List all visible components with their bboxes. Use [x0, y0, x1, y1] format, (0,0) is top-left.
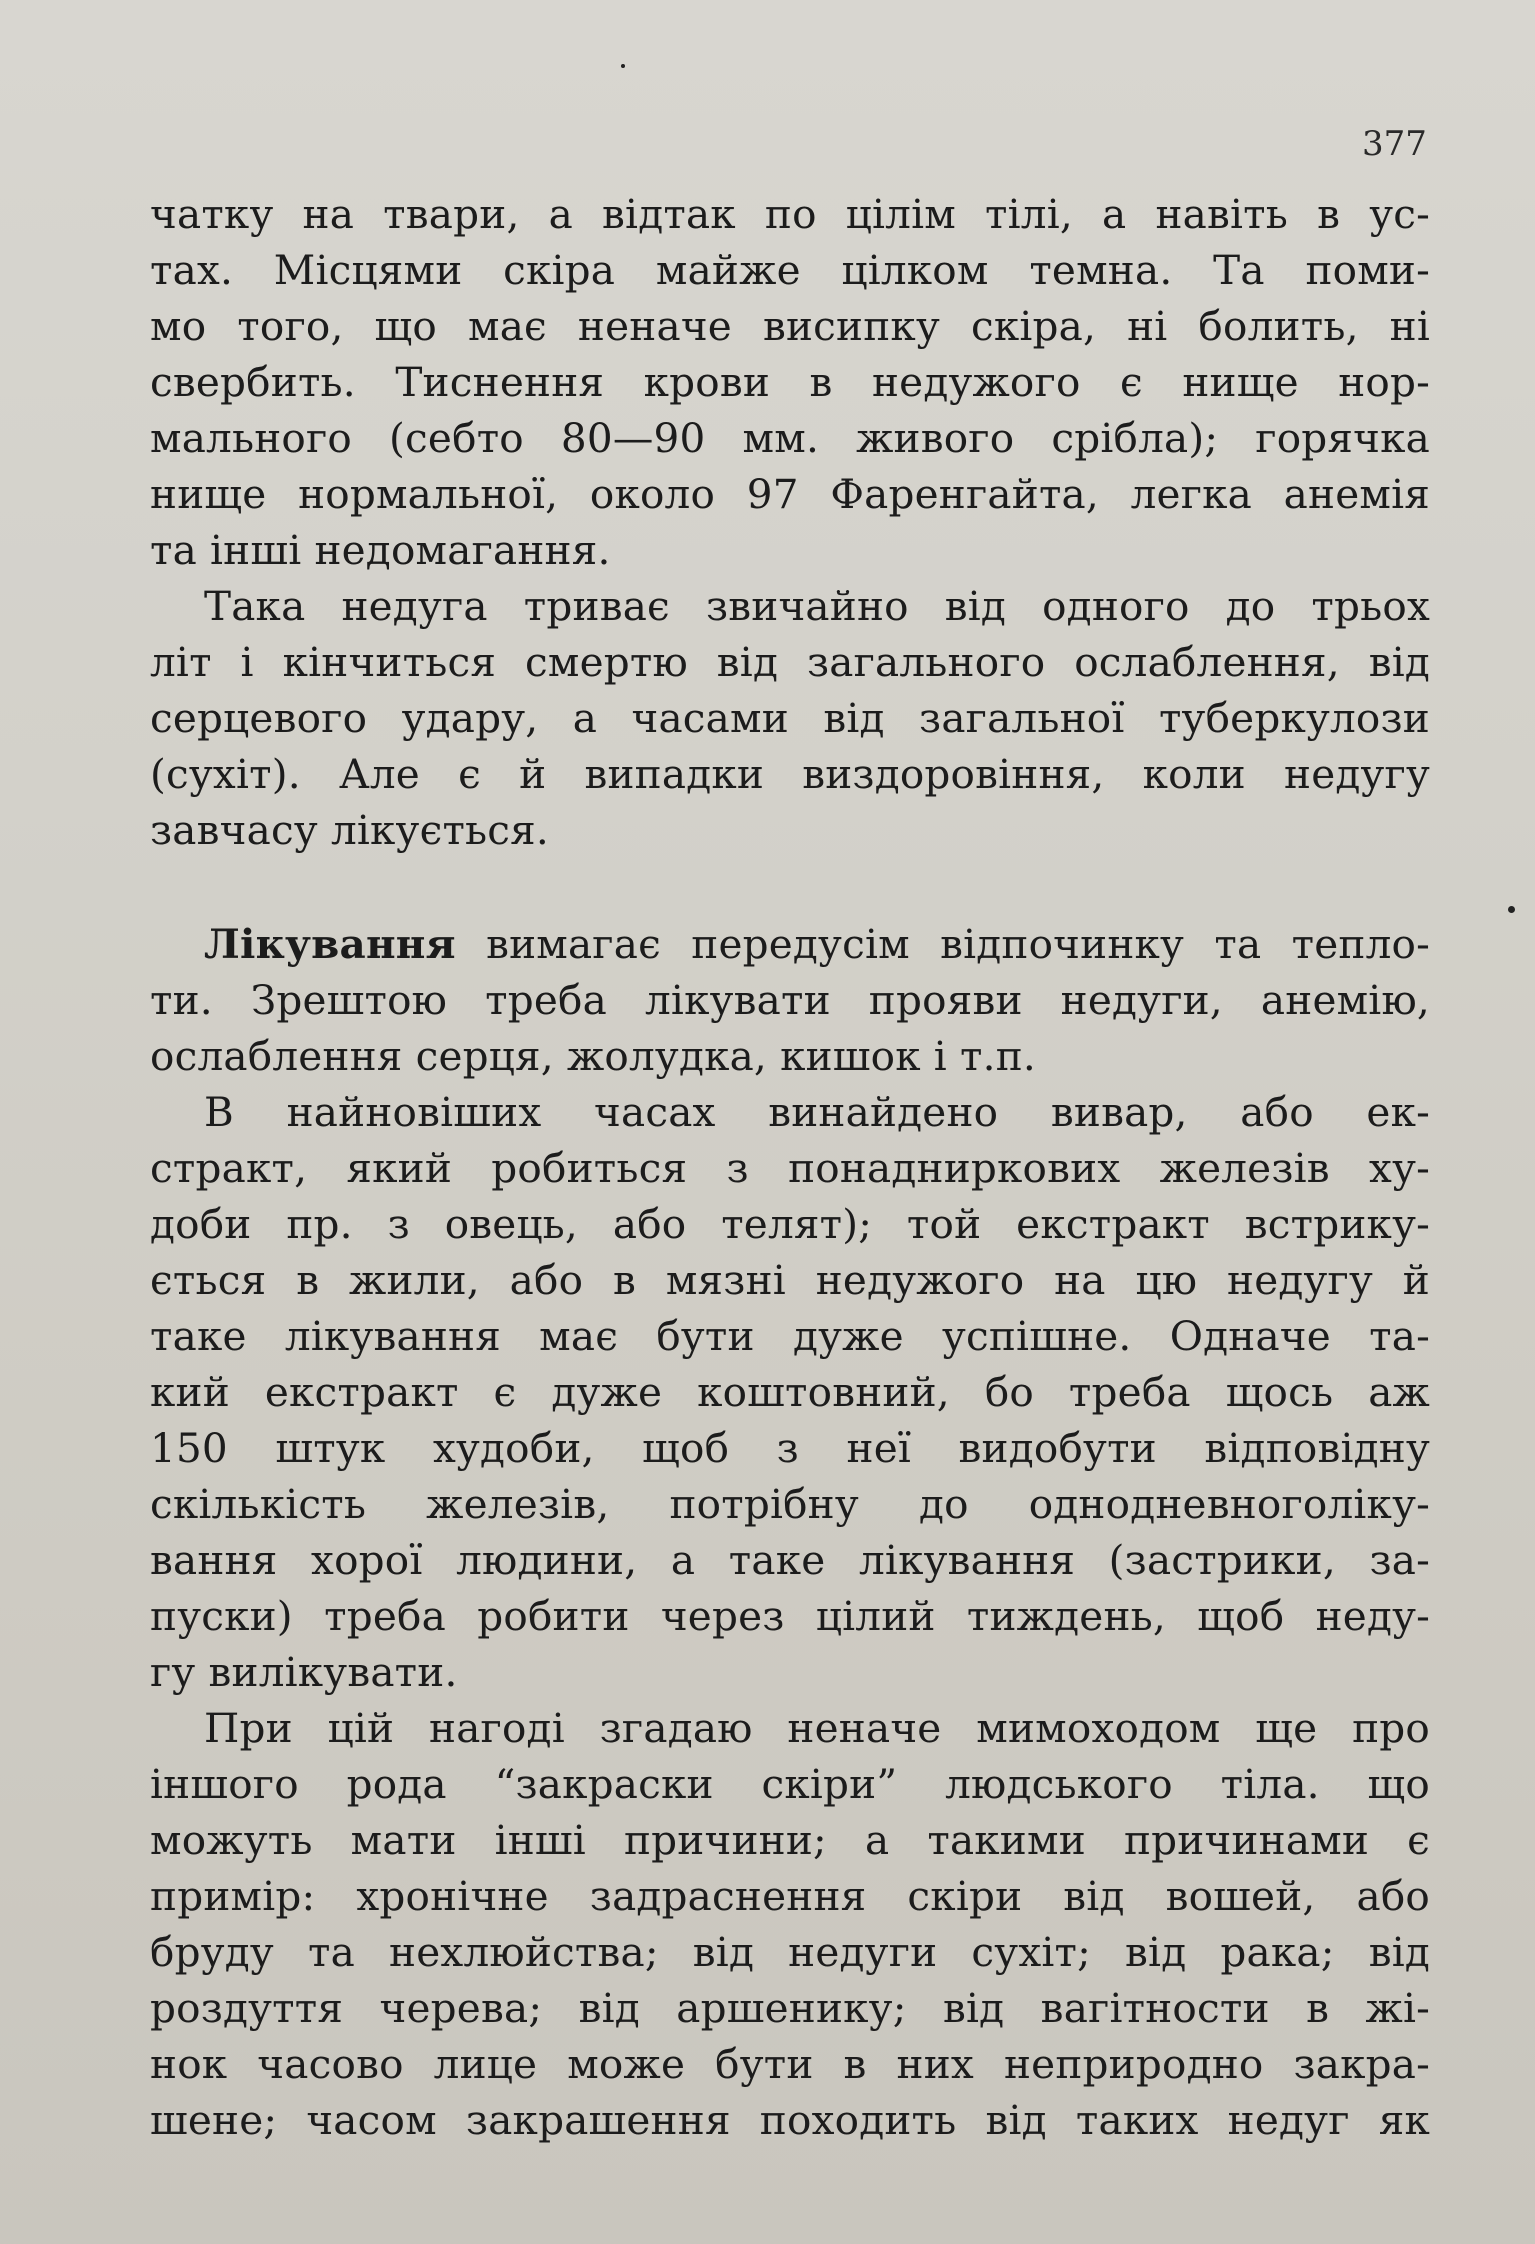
text-line: можуть мати інші причини; а такими причинами є	[150, 1816, 1430, 1864]
section-lead-term: Лікування	[204, 920, 456, 968]
text-line: серцевого удару, а часами від загальної туберкулози	[150, 694, 1430, 742]
text-line: гу вилікувати.	[150, 1648, 458, 1696]
text-line: В найновіших часах винайдено вивар, або ек-	[204, 1088, 1430, 1136]
text-line: пуски) треба робити через цілий тиждень, щоб неду-	[150, 1592, 1430, 1640]
text-line: При цій нагоді згадаю неначе мимоходом ще про	[204, 1704, 1430, 1752]
text-line: та інші недомагання.	[150, 526, 611, 574]
text-line: нище нормальної, около 97 Фаренгайта, легка анемія	[150, 470, 1430, 518]
text-line: нок часово лице може бути в них неприродно закра-	[150, 2040, 1430, 2088]
text-line: 150 штук худоби, щоб з неї видобути відповідну	[150, 1424, 1430, 1472]
text-line: Така недуга триває звичайно від одного до трьох	[204, 582, 1430, 630]
text-line: мо того, що має неначе висипку скіра, ні болить, ні	[150, 302, 1430, 350]
text-line: (сухіт). Але є й випадки виздоровіння, коли недугу	[150, 750, 1430, 798]
print-speck	[621, 64, 625, 68]
text-line: вання хорої людини, а таке лікування (застрики, за-	[150, 1536, 1430, 1584]
text-line: доби пр. з овець, або телят); той екстракт встрику-	[150, 1200, 1430, 1248]
text-line: скількість железів, потрібну до однодневноголіку-	[150, 1480, 1430, 1528]
text-run: вимагає передусім відпочинку та тепло-	[455, 920, 1430, 968]
text-line: бруду та нехлюйства; від недуги сухіт; від рака; від	[150, 1928, 1430, 1976]
text-line: стракт, який робиться з понадниркових железів ху-	[150, 1144, 1430, 1192]
text-line: шене; часом закрашення походить від таких недуг як	[150, 2096, 1430, 2144]
page-number: 377	[1362, 124, 1427, 164]
text-line: завчасу лікується.	[150, 806, 550, 854]
text-line: ється в жили, або в мязні недужого на цю недугу й	[150, 1256, 1430, 1304]
text-line: тах. Місцями скіра майже цілком темна. Та поми-	[150, 246, 1430, 294]
text-line	[204, 916, 1430, 972]
text-line: ти. Зрештою треба лікувати прояви недуги, анемію,	[150, 976, 1430, 1024]
text-line: літ і кінчиться смертю від загального ослаблення, від	[150, 638, 1430, 686]
text-line: свербить. Тиснення крови в недужого є нище нор-	[150, 358, 1430, 406]
text-line: ослаблення серця, жолудка, кишок і т.п.	[150, 1032, 1036, 1080]
text-line: іншого рода “закраски скіри” людського тіла. що	[150, 1760, 1430, 1808]
text-line: таке лікування має бути дуже успішне. Одначе та-	[150, 1312, 1430, 1360]
print-speck	[1508, 906, 1515, 913]
text-line: примір: хронічне задраснення скіри від вошей, або	[150, 1872, 1430, 1920]
text-line: чатку на твари, а відтак по цілім тілі, а навіть в ус-	[150, 190, 1430, 238]
text-line: кий екстракт є дуже коштовний, бо треба щось аж	[150, 1368, 1430, 1416]
text-line: мального (себто 80—90 мм. живого срібла); горячка	[150, 414, 1430, 462]
text-line: роздуття черева; від аршенику; від вагітности в жі-	[150, 1984, 1430, 2032]
